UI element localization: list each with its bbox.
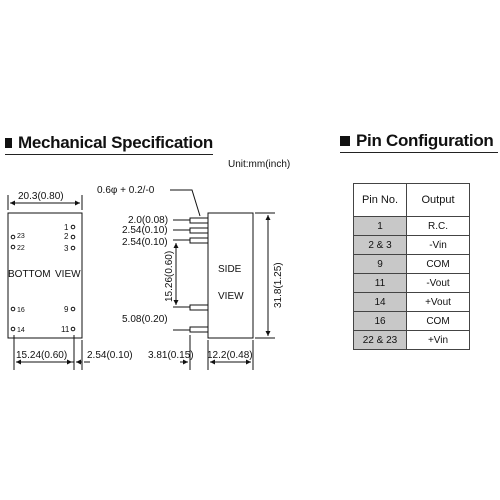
side-pin xyxy=(190,218,208,223)
output-cell: -Vout xyxy=(407,274,470,293)
pin-hole xyxy=(11,327,15,331)
side-pin xyxy=(190,238,208,243)
pin-config-table xyxy=(353,183,470,350)
pitch-3-label: 2.54(0.10) xyxy=(122,237,168,248)
header-square-icon xyxy=(340,136,350,146)
pin-diameter-label: 0.6φ + 0.2/-0 xyxy=(97,185,155,196)
pin-label-22: 22 xyxy=(17,245,25,252)
pin-label-9: 9 xyxy=(64,305,69,314)
side-caption-bottom: VIEW xyxy=(218,291,244,302)
output-cell: COM xyxy=(407,255,470,274)
pitch-2-label: 2.54(0.10) xyxy=(122,225,168,236)
pin-no-cell: 11 xyxy=(354,274,407,293)
pin-hole xyxy=(71,246,75,250)
bottom-caption-right: VIEW xyxy=(55,269,81,280)
table-row xyxy=(354,331,470,350)
pin-hole xyxy=(71,225,75,229)
pin-no-cell: 1 xyxy=(354,217,407,236)
table-row xyxy=(354,217,470,236)
pin-label-16: 16 xyxy=(17,307,25,314)
bottom-width-label: 20.3(0.80) xyxy=(18,191,64,202)
pin-label-1: 1 xyxy=(64,223,69,232)
side-view-outline xyxy=(208,213,253,338)
table-row xyxy=(354,312,470,331)
pin-no-header: Pin No. xyxy=(354,184,407,217)
pin-hole xyxy=(71,327,75,331)
pin-no-cell: 22 & 23 xyxy=(354,331,407,350)
pin-config-header xyxy=(340,130,498,153)
bottom-dim-right: 2.54(0.10) xyxy=(87,350,133,361)
table-row xyxy=(354,274,470,293)
pin-config-title: Pin Configuration xyxy=(356,131,494,150)
pin-label-14: 14 xyxy=(17,327,25,334)
pin-length-label: 3.81(0.15) xyxy=(148,350,194,361)
output-header: Output xyxy=(407,184,470,217)
pin-no-cell: 14 xyxy=(354,293,407,312)
bottom-caption-left: BOTTOM xyxy=(8,269,51,280)
side-height-label: 31.8(1.25) xyxy=(273,262,284,308)
pitch-top-label: 2.0(0.08) xyxy=(128,215,169,226)
unit-note: Unit:mm(inch) xyxy=(228,159,291,170)
table-row xyxy=(354,293,470,312)
pitch-bottom-label: 5.08(0.20) xyxy=(122,314,168,325)
pin-hole xyxy=(11,245,15,249)
side-caption-top: SIDE xyxy=(218,264,242,275)
output-cell: COM xyxy=(407,312,470,331)
pin-hole xyxy=(71,235,75,239)
pin-label-23: 23 xyxy=(17,233,25,240)
output-cell: +Vin xyxy=(407,331,470,350)
pin-no-cell: 2 & 3 xyxy=(354,236,407,255)
vertical-span-label: 15.26(0.60) xyxy=(164,250,175,302)
table-row xyxy=(354,236,470,255)
pin-no-cell: 9 xyxy=(354,255,407,274)
pin-hole xyxy=(71,307,75,311)
output-cell: +Vout xyxy=(407,293,470,312)
pin-label-11: 11 xyxy=(61,325,70,334)
pin-table-header-row xyxy=(354,184,470,217)
bottom-dim-left: 15.24(0.60) xyxy=(16,350,68,361)
mechanical-spec-title: Mechanical Specification xyxy=(18,133,213,152)
pin-label-2: 2 xyxy=(64,232,69,241)
output-cell: -Vin xyxy=(407,236,470,255)
pin-no-cell: 16 xyxy=(354,312,407,331)
side-pin xyxy=(190,305,208,310)
side-depth-label: 12.2(0.48) xyxy=(207,350,253,361)
output-cell: R.C. xyxy=(407,217,470,236)
pin-hole xyxy=(11,307,15,311)
pin-label-3: 3 xyxy=(64,244,69,253)
table-row xyxy=(354,255,470,274)
side-pin xyxy=(190,228,208,233)
side-pin xyxy=(190,327,208,332)
pin-hole xyxy=(11,235,15,239)
